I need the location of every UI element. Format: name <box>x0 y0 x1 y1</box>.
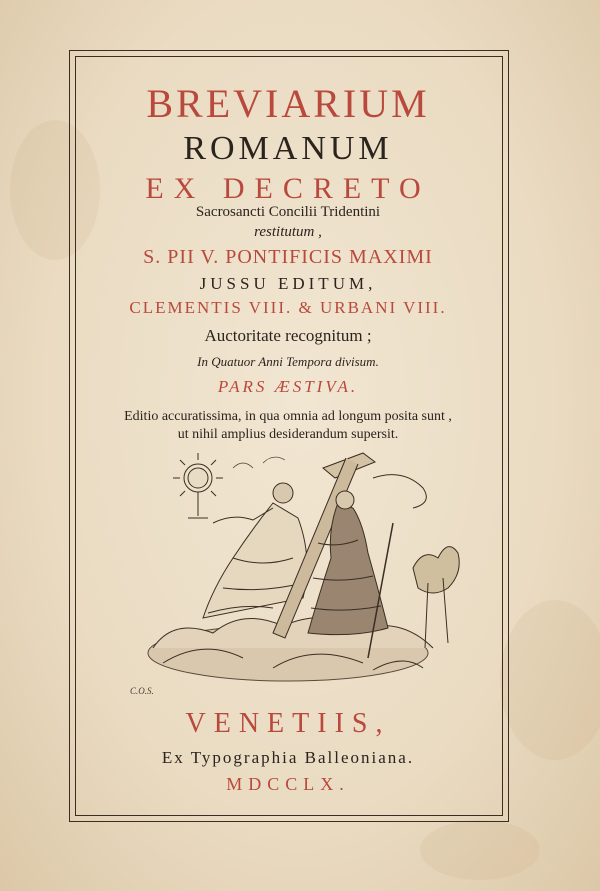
clementis-urbani-line: CLEMENTIS VIII. & URBANI VIII. <box>129 298 447 317</box>
quatuor-tempora-line: In Quatuor Anni Tempora divisum. <box>197 354 379 369</box>
paper-stain <box>500 600 600 760</box>
restitutum-line: restitutum , <box>254 224 322 240</box>
title-content <box>75 56 501 814</box>
paper-stain <box>420 820 540 880</box>
engraving-illustration <box>113 448 473 703</box>
engraver-signature: C.O.S. <box>130 686 154 696</box>
title-breviarium: BREVIARIUM <box>146 81 430 126</box>
imprint-printer: Ex Typographia Balleoniana. <box>161 748 415 767</box>
jussu-editum-line: JUSSU EDITUM, <box>199 274 377 293</box>
council-line: Sacrosancti Concilii Tridentini <box>195 204 381 220</box>
imprint-year: MDCCLX. <box>226 774 350 794</box>
pars-aestiva-line: PARS ÆSTIVA. <box>217 377 359 396</box>
editio-line-1: Editio accuratissima, in qua omnia ad longum posita sunt , <box>124 409 452 424</box>
title-ex-decreto: EX DECRETO <box>145 172 431 205</box>
title-romanum: ROMANUM <box>183 130 393 167</box>
editio-line-2: ut nihil amplius desiderandum supersit. <box>177 427 399 442</box>
pius-v-line: S. PII V. PONTIFICIS MAXIMI <box>143 246 433 268</box>
imprint-place: VENETIIS, <box>185 708 391 739</box>
auctoritate-line: Auctoritate recognitum ; <box>204 326 372 345</box>
